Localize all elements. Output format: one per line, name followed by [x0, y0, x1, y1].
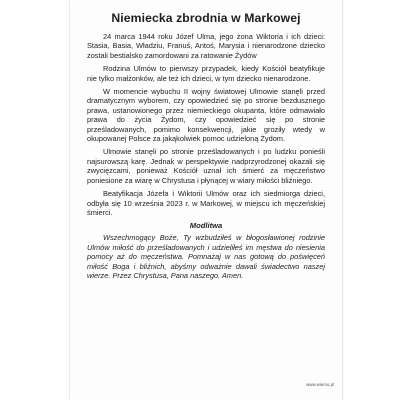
paragraph-4: Ulmowie stanęli po stronie prześladowanych i po ludzku ponieśli najsurowszą karę. Jednak w perspektywie nadprzyrodzonej okazali się zwycięzcami, ponieważ Kościół uznał ich śmierć za męczeństwo poniesione za wiarę w Chrystusa i płynącej w wiary miłości bliźniego.: [87, 147, 325, 185]
prayer-title: Modlitwa: [189, 221, 223, 231]
paragraph-2: Rodzina Ulmów to pierwszy przypadek, kiedy Kościół beatyfikuje nie tylko małżonków, ale też ich dzieci, w tym dziecko nienarodzone.: [87, 64, 325, 83]
footer-url: www.wiemo.pl: [306, 382, 334, 387]
paragraph-1: 24 marca 1944 roku Józef Ulma, jego żona Wiktoria i ich dzieci: Stasia, Basia, Władziu, Franuś, Antoś, Marysia i nienarodzone dziecko zostali bestialsko zamordowani za ratowanie Żydów: [87, 32, 325, 60]
paragraph-5: Beatyfikacja Józefa i Wiktorii Ulmów oraz ich siedmiorga dzieci, odbyła się 10 września 2023 r. w Markowej, w miejscu ich męczeńskiej śmierci.: [87, 189, 325, 217]
prayer-text: Wszechmogący Boże, Ty wzbudziłeś w błogosławionej rodzinie Ulmów miłość do prześladowanych i udzieliłeś im męstwa do niesienia pomocy aż do męczeństwa. Pomnażaj w nas gotową do poświęceń miłość Boga i bliźnich, abyśmy odważnie dawali świadectwo naszej wierze. Przez Chrystusa, Pana naszego. Amen.: [87, 233, 325, 280]
paragraph-3: W momencie wybuchu II wojny światowej Ulmowie stanęli przed dramatycznym wyborem, czy opowiedzieć się po stronie bezdusznego prawa, ustanowionego przez niemieckiego okupanta, które odmawiało prawa do życia Żydom, czy opowiedzieć się po stronie prześladowanych, pomimo konsekwencji, jakie groziły wtedy w okupowanej Polsce za jakąkolwiek pomoc udzieloną Żydom.: [87, 87, 325, 144]
document-title: Niemiecka zbrodnia w Markowej: [111, 11, 301, 25]
document-page: [70, 0, 342, 400]
document-body: [87, 10, 325, 280]
